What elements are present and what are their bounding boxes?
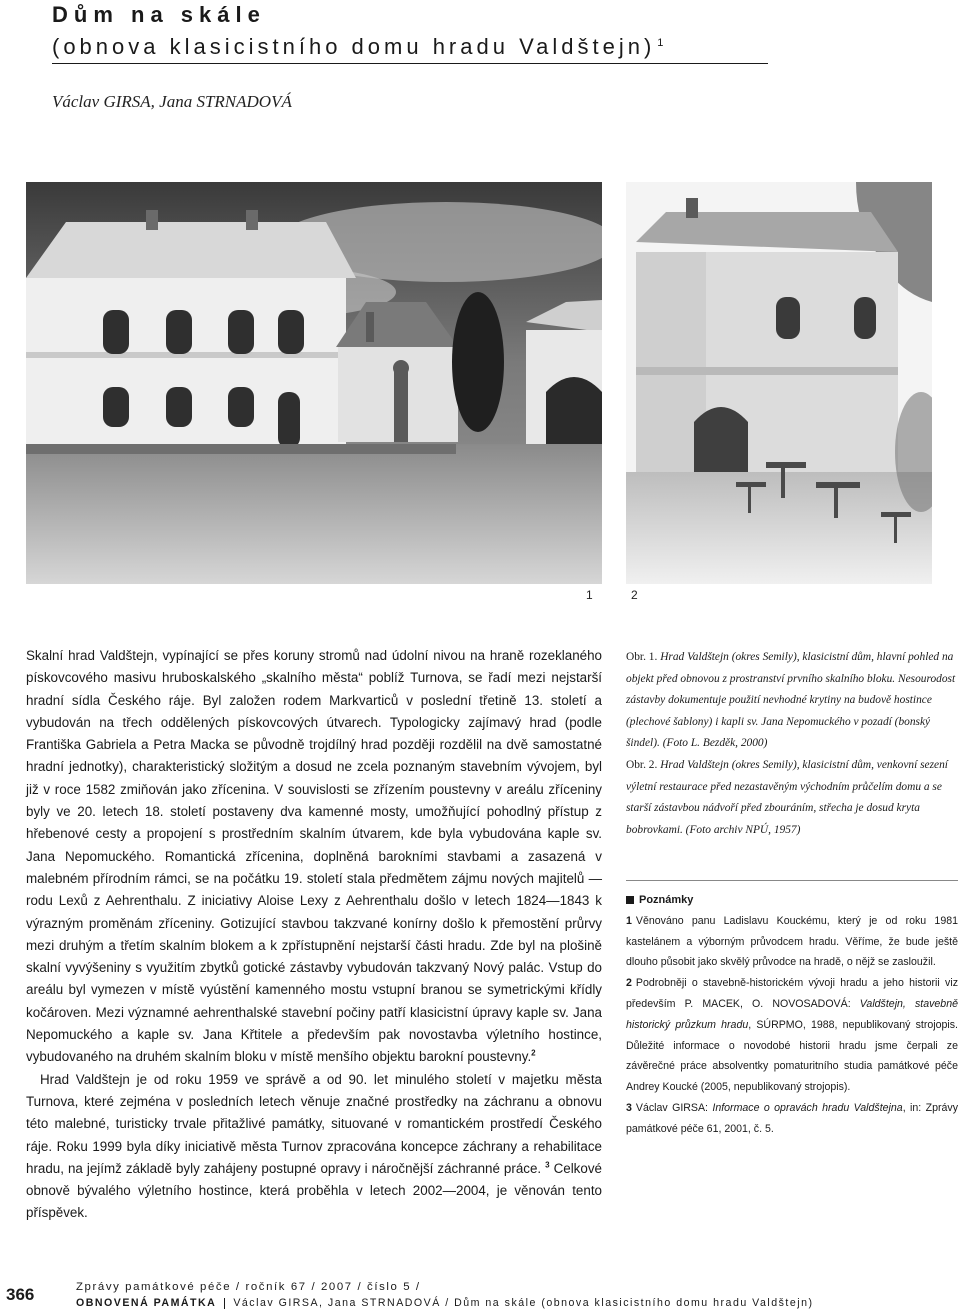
note-1-text: Věnováno panu Ladislavu Kouckému, který je od roku 1981 kastelánem a výborným průvodcem hradu. Věříme, že bude ještě dlouho působit jako skvělý průvodce na hradě, o nějž se zasloužil. — [626, 914, 958, 969]
note-1 — [626, 911, 958, 973]
caption-2-text: Hrad Valdštejn (okres Semily), klasicistní dům, venkovní sezení výletní restaurace před nezastavěným východním průčelím domu a se starší zástavbou nádvoří před zbouráním, střecha je dosud kryta bobrovkami. (Foto archiv NPÚ, 1957) — [626, 758, 948, 836]
body-paragraph-1 — [26, 645, 602, 1069]
title-divider — [52, 63, 768, 64]
notes-divider — [626, 880, 958, 881]
figure-captions — [626, 647, 958, 841]
notes-heading-text: Poznámky — [639, 894, 694, 906]
article-title: Dům na skále — [52, 2, 266, 27]
footer-separator — [224, 1298, 225, 1309]
note-3 — [626, 1098, 958, 1140]
note-2-text-pre: Podrobněji o stavebně-historickém vývoji hradu a jeho historii viz především P. MACEK, O. NOVOSADOVÁ: — [626, 977, 958, 1010]
note-3-number: 3 — [626, 1101, 632, 1114]
note-3-text-italic: Informace o opravách hradu Valdštejna — [712, 1101, 903, 1114]
page-number: 366 — [6, 1285, 35, 1304]
notes-section — [626, 890, 958, 1140]
body-paragraph-2-text: Hrad Valdštejn je od roku 1959 ve správě a od 90. let minulého století v majetku města Turnova, které zejména v posledních letech věnuje značné prostředky na záchranu a obnovu této malebné, turisticky trvale přitažlivé památky, situované v romantickém prostředí Českého ráje. Roku 1999 byla díky iniciativě města Turnov zpracována koncepce záchrany a rehabilitace hradu, na jejímž základě byly zahájeny postupné opravy i náročnější záchranné práce. — [26, 1071, 602, 1176]
caption-1-label: Obr. 1. — [626, 651, 658, 663]
note-3-text-pre: Václav GIRSA: — [635, 1101, 713, 1114]
caption-1 — [626, 647, 958, 755]
footer-article — [76, 1297, 814, 1309]
note-3-text-post: , in: Zprávy památkové péče 61, 2001, č. 5. — [626, 1101, 958, 1135]
caption-2 — [626, 755, 958, 841]
photo-2-building-terrace — [626, 182, 932, 584]
article-subtitle-text: (obnova klasicistního domu hradu Valdštejn) — [52, 34, 656, 59]
caption-1-text: Hrad Valdštejn (okres Semily), klasicistní dům, hlavní pohled na objekt před obnovou z prostranství prvního skalního bloku. Nesourodost zástavby dokumentuje použití nevhodné krytiny na budově hostince (plechové šablony) i kapli sv. Jana Nepomuckého v pozadí (bonský šindel). (Foto L. Bezděk, 2000) — [626, 651, 956, 750]
body-paragraph-2-tail: Celkové obnově bývalého výletního hostince, která proběhla v letech 2002—2004, je věnován tento příspěvek. — [26, 1160, 602, 1221]
article-body — [26, 645, 602, 1225]
photo-1-building-front — [26, 182, 602, 584]
body-paragraph-1-text: Skalní hrad Valdštejn, vypínající se přes koruny stromů nad údolní nivou na hraně rozeklaného pískovcového masivu hruboskalského „skalního města“ poblíž Turnova, se řadí mezi nejstarší hradní sídla Českého ráje. Byl založen rodem Markvarticů v poslední třetině 13. století a vybudován na třech oddělených pískovcových útvarech. Typologicky zajímavý hrad (podle Františka Gabriela a Petra Macka se původně trojdílný hrad později rozdělil na dvě samostatné hradní jednotky), charakteristický složitým a dosud ne zcela poznaným stavebním vývojem, byl již v roce 1582 zmiňován jako zřícenina. V souvislosti se zřízením poustevny v areálu zříceniny byly ve 20. letech 18. století postaveny dva kamenné mosty, umožňující pohodlný přístup z hřebenové cesty a propojení s prostředním skalním útvarem, kde byla vybudována kaple sv. Jana Nepomuckého. Romantická zřícenina, doplněná barokními stavbami a zasazená v malebném přírodním rámci, se na počátku 19. století stala předmětem zájmu nových majitelů — rodu Lexů z Aehrenthalu. Z iniciativy Aloise Lexy z Aehrenthalu došlo v letech 1824—1843 k výrazným proměnám zříceniny. Gotizující stavbou takzvané konírny došlo k přemostění průrvy mezi druhým a třetím skalním blokem a k zpřístupnění nejstarší části hradu. Zde byl na plošině skalní vyvýšeniny s využitím zbytků gotické zástavby vybudován takzvaný Nový palác. Vstup do areálu byl vymezen v místě vyústění kamenného mostu vstupní branou se symetrickými křídly kočároven. Mezi významné aehrenthalské stavební počiny patří klasicistní úpravy kaple sv. Jana Nepomuckého a kaple sv. Jana Křtitele a především pak novostavba výletního hostince, vybudovaného na druhém skalním bloku v místě menšího objektu barokní poustevny. — [26, 648, 602, 1065]
square-bullet-icon — [626, 896, 634, 904]
caption-2-label: Obr. 2. — [626, 758, 658, 771]
title-note-ref[interactable]: 1 — [657, 36, 664, 49]
note-2 — [626, 973, 958, 1098]
body-paragraph-2 — [26, 1069, 602, 1225]
note-ref-3[interactable]: 3 — [545, 1160, 550, 1170]
note-2-text-italic: Valdštejn, stavebně historický průzkum hradu — [626, 997, 958, 1031]
note-2-number: 2 — [626, 977, 632, 990]
notes-heading — [626, 890, 958, 911]
footer-journal: Zprávy památkové péče / ročník 67 / 2007 / číslo 5 / — [76, 1281, 421, 1293]
footer-section: OBNOVENÁ PAMÁTKA — [76, 1297, 217, 1309]
authors: Václav GIRSA, Jana STRNADOVÁ — [52, 92, 292, 111]
photo-1-number: 1 — [586, 588, 593, 602]
note-1-number: 1 — [626, 914, 632, 927]
footer-article-text: Václav GIRSA, Jana STRNADOVÁ / Dům na skále (obnova klasicistního domu hradu Valdštejn) — [233, 1297, 814, 1309]
note-2-text-post: , SÚRPMO, 1988, nepublikovaný strojopis. Důležité informace o novodobé historii hradu jsme čerpali ze závěrečné práce absolventky pomaturitního studia památkové péče Andrey Koucké (2005, nepublikovaný strojopis). — [626, 1018, 958, 1094]
photo-2-number: 2 — [631, 588, 638, 602]
article-subtitle — [52, 34, 663, 60]
note-ref-2[interactable]: 2 — [531, 1048, 536, 1058]
